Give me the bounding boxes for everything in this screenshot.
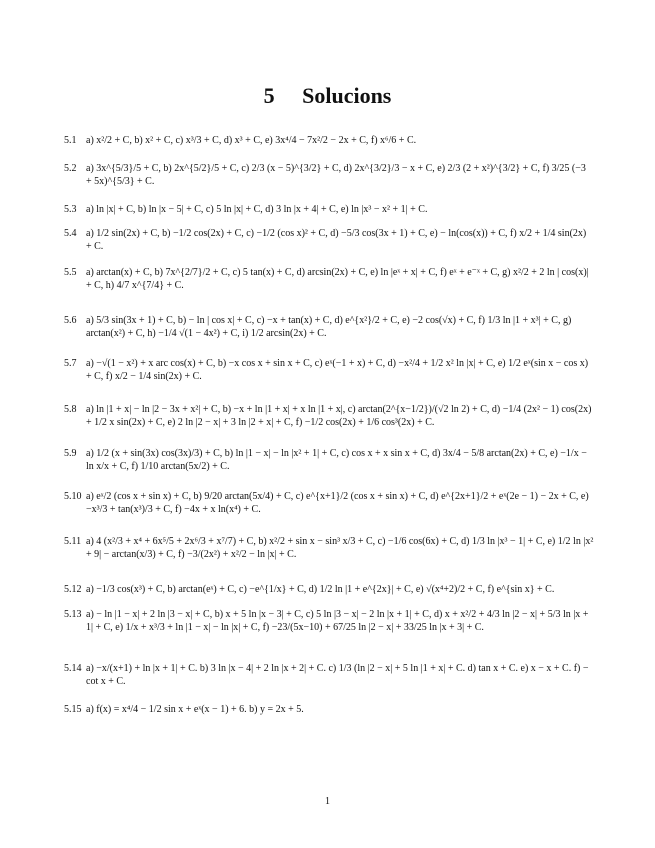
solution-text: a) 1/2 (x + sin(3x) cos(3x)/3) + C, b) ln |1 − x| − ln |x² + 1| + C, c) cos x + x sin x + C, d) 3x/4 − 5/8 arctan(2x) + C, e) −1/x − ln x/x + C, f) 1/10 arctan(5x/2) + C. [86, 448, 587, 472]
solution-number: 5.4 [64, 228, 77, 239]
solution-5-8 [64, 403, 594, 429]
solution-5-5 [64, 266, 594, 292]
solution-5-10 [64, 490, 594, 516]
solution-text: a) x²/2 + C, b) x² + C, c) x³/3 + C, d) x³ + C, e) 3x⁴/4 − 7x²/2 − 2x + C, f) x⁶/6 + C. [86, 135, 417, 146]
page-number: 1 [325, 796, 330, 807]
solution-5-4 [64, 227, 594, 253]
solution-5-12 [64, 583, 594, 596]
solution-number: 5.8 [64, 404, 77, 415]
solution-text: a) arctan(x) + C, b) 7x^{2/7}/2 + C, c) 5 tan(x) + C, d) arcsin(2x) + C, e) ln |eˣ + x| + C, f) eˣ + e⁻ˣ + C, g) x²/2 + 2 ln | cos(x)| + C, h) 4/7 x^{7/4} + C. [86, 267, 589, 291]
solution-5-6 [64, 314, 594, 340]
solution-text: a) 1/2 sin(2x) + C, b) −1/2 cos(2x) + C, c) −1/2 (cos x)² + C, d) −5/3 cos(3x + 1) + C, e) − ln(cos(x)) + C, f) x/2 + 1/4 sin(2x) + C. [86, 228, 587, 252]
solution-text: a) f(x) = x⁴/4 − 1/2 sin x + eˣ(x − 1) + 6. b) y = 2x + 5. [86, 704, 304, 715]
solution-5-9 [64, 447, 594, 473]
solution-text: a) −x/(x+1) + ln |x + 1| + C. b) 3 ln |x − 4| + 2 ln |x + 2| + C. c) 1/3 (ln |2 − x| + 5 ln |1 + x| + C. d) tan x + C. e) x − x + C. f) − cot x + C. [86, 663, 589, 687]
solution-number: 5.13 [64, 609, 82, 620]
solution-number: 5.10 [64, 491, 82, 502]
solution-5-2 [64, 162, 594, 188]
solution-5-1 [64, 134, 594, 147]
solution-text: a) −√(1 − x²) + x arc cos(x) + C, b) −x cos x + sin x + C, c) eˣ(−1 + x) + C, d) −x²/4 + 1/2 x² ln |x| + C, e) 1/2 eˣ(sin x − cos x) + C, f) x/2 − 1/4 sin(2x) + C. [86, 358, 589, 382]
solution-number: 5.11 [64, 536, 82, 547]
solution-text: a) 5/3 sin(3x + 1) + C, b) − ln | cos x| + C, c) −x + tan(x) + C, d) e^{x²}/2 + C, e) −2 cos(√x) + C, f) 1/3 ln |1 + x³| + C, g) arctan(x²) + C, h) −1/4 √(1 − 4x²) + C, i) 1/2 arcsin(2x) + C. [86, 315, 572, 339]
section-title: Solucions [302, 83, 392, 108]
section-heading [0, 83, 655, 109]
solution-text: a) ln |x| + C, b) ln |x − 5| + C, c) 5 ln |x| + C, d) 3 ln |x + 4| + C, e) ln |x³ − x² + 1| + C. [86, 204, 428, 215]
solution-number: 5.7 [64, 358, 77, 369]
solution-5-7 [64, 357, 594, 383]
solution-5-15 [64, 703, 594, 716]
solution-5-13 [64, 608, 594, 634]
solution-number: 5.12 [64, 584, 82, 595]
solution-number: 5.14 [64, 663, 82, 674]
solution-number: 5.2 [64, 163, 77, 174]
solution-text: a) ln |1 + x| − ln |2 − 3x + x²| + C, b) −x + ln |1 + x| + x ln |1 + x|, c) arctan(2^{x−1/2})/(√2 ln 2) + C, d) −1/4 (2x² − 1) cos(2x) + 1/2 x sin(2x) + C, e) 2 ln |2 − x| + 3 ln |2 + x| + C, f) −1/2 cos(2x) + 1/6 cos³(2x) + C. [86, 404, 592, 428]
solution-number: 5.5 [64, 267, 77, 278]
solution-number: 5.3 [64, 204, 77, 215]
solution-number: 5.6 [64, 315, 77, 326]
solution-number: 5.1 [64, 135, 77, 146]
section-number: 5 [263, 83, 275, 108]
solution-number: 5.15 [64, 704, 82, 715]
solution-5-3 [64, 203, 594, 216]
solution-number: 5.9 [64, 448, 77, 459]
solution-text: a) 4 (x²/3 + x⁴ + 6x⁵/5 + 2x⁶/3 + x⁷/7) + C, b) x²/2 + sin x − sin³ x/3 + C, c) −1/6 cos(6x) + C, d) 1/3 ln |x³ − 1| + C, e) 1/2 ln |x² + 9| − arctan(x/3) + C, f) −3/(2x²) + x²/2 − ln |x| + C. [86, 536, 594, 560]
solution-text: a) −1/3 cos(x³) + C, b) arctan(eˣ) + C, c) −e^{1/x} + C, d) 1/2 ln |1 + e^{2x}| + C, e) √(x⁴+2)/2 + C, f) e^{sin x} + C. [86, 584, 555, 595]
solution-5-14 [64, 662, 594, 688]
solution-text: a) − ln |1 − x| + 2 ln |3 − x| + C, b) x + 5 ln |x − 3| + C, c) 5 ln |3 − x| − 2 ln |x + 1| + C, d) x + x²/2 + 4/3 ln |2 − x| + 5/3 ln |x + 1| + C, e) 1/x + x³/3 + ln |1 − x| − ln |x| + C, f) −23/(5x−10) + 67/25 ln |2 − x| + 33/25 ln |x + 3| + C. [86, 609, 589, 633]
solution-5-11 [64, 535, 594, 561]
solution-text: a) 3x^{5/3}/5 + C, b) 2x^{5/2}/5 + C, c) 2/3 (x − 5)^{3/2} + C, d) 2x^{3/2}/3 − x + C, e) 2/3 (2 + x²)^{3/2} + C, f) 3/25 (−3 + 5x)^{5/3} + C. [86, 163, 586, 187]
solution-text: a) eˣ/2 (cos x + sin x) + C, b) 9/20 arctan(5x/4) + C, c) e^{x+1}/2 (cos x + sin x) + C, d) e^{2x+1}/2 + eˣ(2e − 1) − 2x + C, e) −x³/3 + tan(x³)/3 + C, f) −4x + x ln(x⁴) + C. [86, 491, 589, 515]
